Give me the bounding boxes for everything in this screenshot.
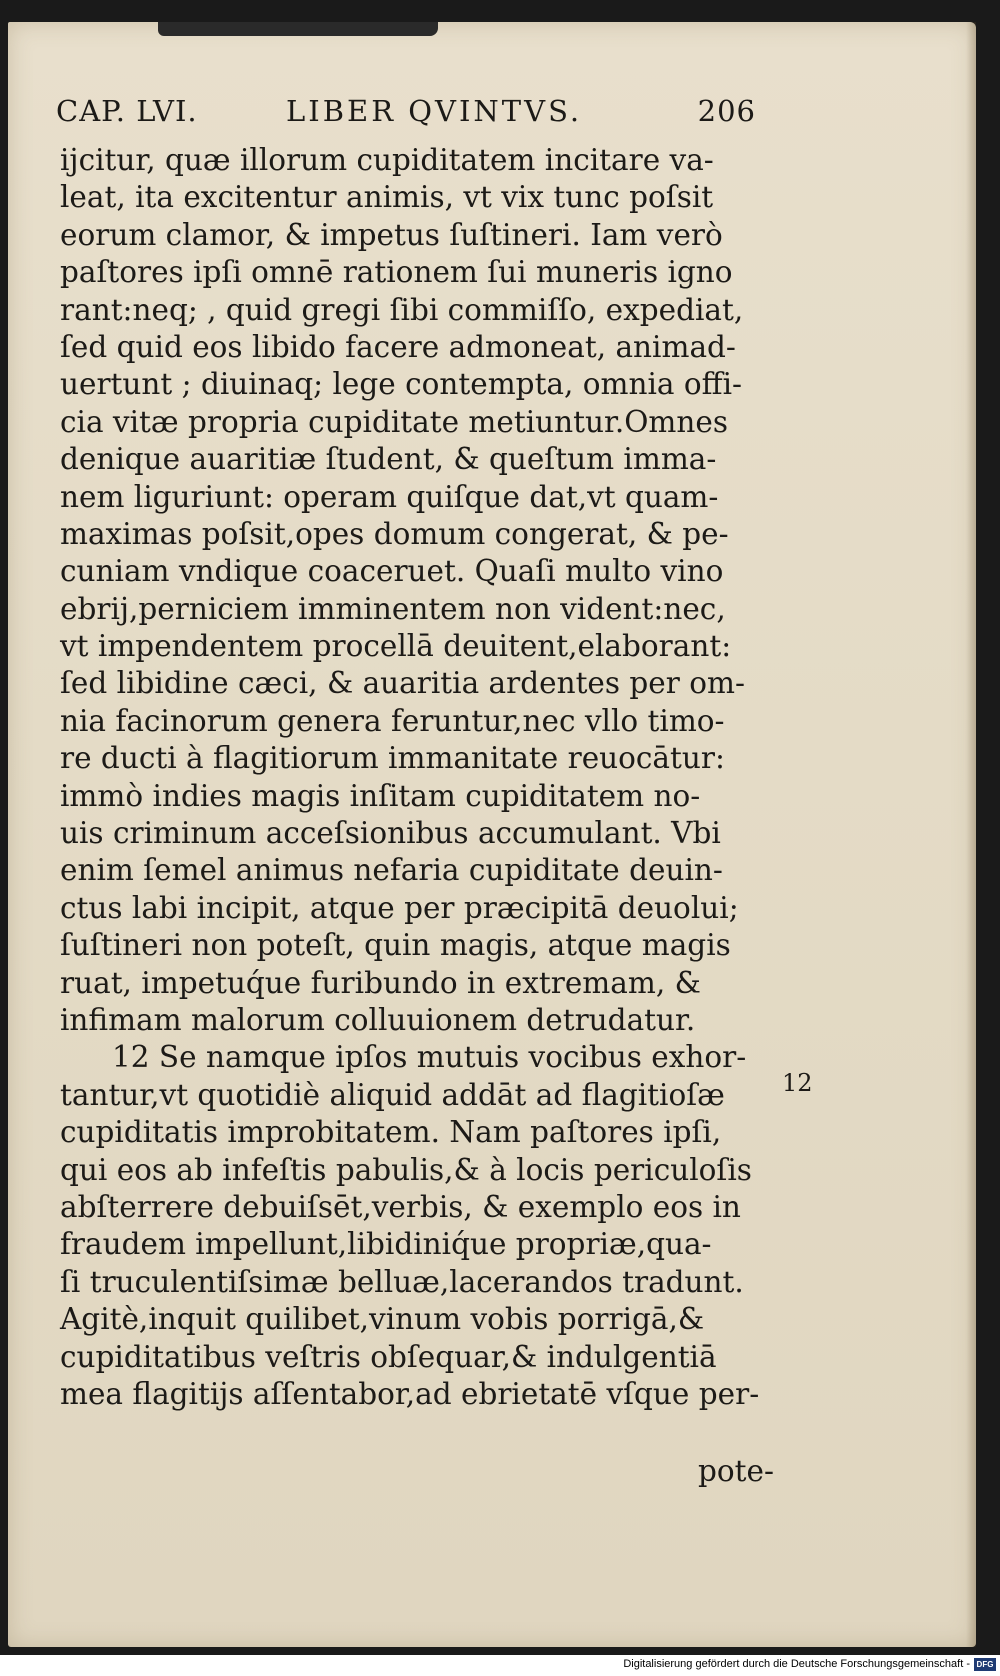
page-edge-shadow xyxy=(966,22,976,1647)
text-line: ctus labi incipit, atque per præcipitā deuolui; xyxy=(60,890,739,925)
text-line: mea flagitijs aſſentabor,ad ebrietatē vſque per- xyxy=(60,1376,760,1411)
chapter-label: CAP. LVI. xyxy=(56,94,198,128)
text-line: denique auaritiæ ſtudent, & queſtum imma- xyxy=(60,442,717,477)
text-line: vt impendentem procellā deuitent,elaborant: xyxy=(60,629,732,664)
text-line: nem liguriunt: operam quiſque dat,vt quam- xyxy=(60,479,719,514)
text-line: ijcitur, quæ illorum cupiditatem incitare va- xyxy=(60,143,714,177)
text-line: re ducti à flagitiorum immanitate reuocātur: xyxy=(60,741,725,776)
text-line: ruat, impetuq́ue furibundo in extremam, & xyxy=(60,965,701,1000)
body-text xyxy=(60,142,770,1413)
text-line: uis criminum acceſsionibus accumulant. Vbi xyxy=(60,816,721,851)
footer-credit: Digitalisierung gefördert durch die Deutsche Forschungsgemeinschaft - xyxy=(623,1658,970,1670)
text-line: abſterrere debuiſsēt,verbis, & exemplo eos in xyxy=(60,1189,741,1224)
margin-verse-number: 12 xyxy=(782,1069,813,1097)
text-line: maximas poſsit,opes domum congerat, & pe- xyxy=(60,516,729,551)
text-line: immò indies magis inſitam cupiditatem no- xyxy=(60,778,701,813)
text-line: cia vitæ propria cupiditate metiuntur.Omnes xyxy=(60,404,728,439)
text-line: enim ſemel animus nefaria cupiditate deuin- xyxy=(60,853,723,888)
text-line: Agitè,inquit quilibet,vinum vobis porrigā,& xyxy=(60,1302,705,1337)
text-line: rant:neq; , quid gregi ſibi commiſſo, expediat, xyxy=(60,292,744,327)
text-line: qui eos ab infeſtis pabulis,& à locis periculoſis xyxy=(60,1152,752,1187)
text-line: uertunt ; diuinaq; lege contempta, omnia offi- xyxy=(60,367,743,402)
text-line: cuniam vndique coaceruet. Quaſi multo vino xyxy=(60,554,724,589)
text-line: leat, ita excitentur animis, vt vix tunc poſsit xyxy=(60,180,714,215)
digitization-footer xyxy=(0,1655,1000,1676)
text-line: ſed quid eos libido facere admoneat, animad- xyxy=(60,329,736,364)
torn-top-edge xyxy=(158,22,438,36)
text-line: cupiditatis improbitatem. Nam paſtores ipſi, xyxy=(60,1115,722,1150)
text-line: ſed libidine cæci, & auaritia ardentes per om- xyxy=(60,666,745,701)
catchword: pote- xyxy=(698,1454,774,1488)
page-number: 206 xyxy=(697,94,756,128)
text-line: paſtores ipſi omnē rationem ſui muneris igno xyxy=(60,255,733,290)
text-line: ſuſtineri non poteſt, quin magis, atque magis xyxy=(60,928,731,963)
text-line: tantur,vt quotidiè aliquid addāt ad flagitioſæ xyxy=(60,1077,725,1112)
text-line: cupiditatibus veſtris obſequar,& indulgentiā xyxy=(60,1339,717,1374)
text-line: 12 Se namque ipſos mutuis vocibus exhor- xyxy=(112,1040,747,1075)
text-line: ebrij,perniciem imminentem non vident:nec, xyxy=(60,591,726,626)
text-line: infimam malorum colluuionem detrudatur. xyxy=(60,1002,696,1037)
book-title: LIBER QVINTVS. xyxy=(286,94,583,128)
text-line: ſi truculentiſsimæ belluæ,lacerandos tradunt. xyxy=(60,1264,744,1299)
dfg-logo: DFG xyxy=(974,1658,996,1671)
running-header xyxy=(56,94,756,134)
book-page xyxy=(8,22,976,1647)
text-line: fraudem impellunt,libidiniq́ue propriæ,qua- xyxy=(60,1227,712,1262)
text-line: nia facinorum genera feruntur,nec vllo timo- xyxy=(60,703,725,738)
text-line: eorum clamor, & impetus ſuſtineri. Iam verò xyxy=(60,217,723,252)
